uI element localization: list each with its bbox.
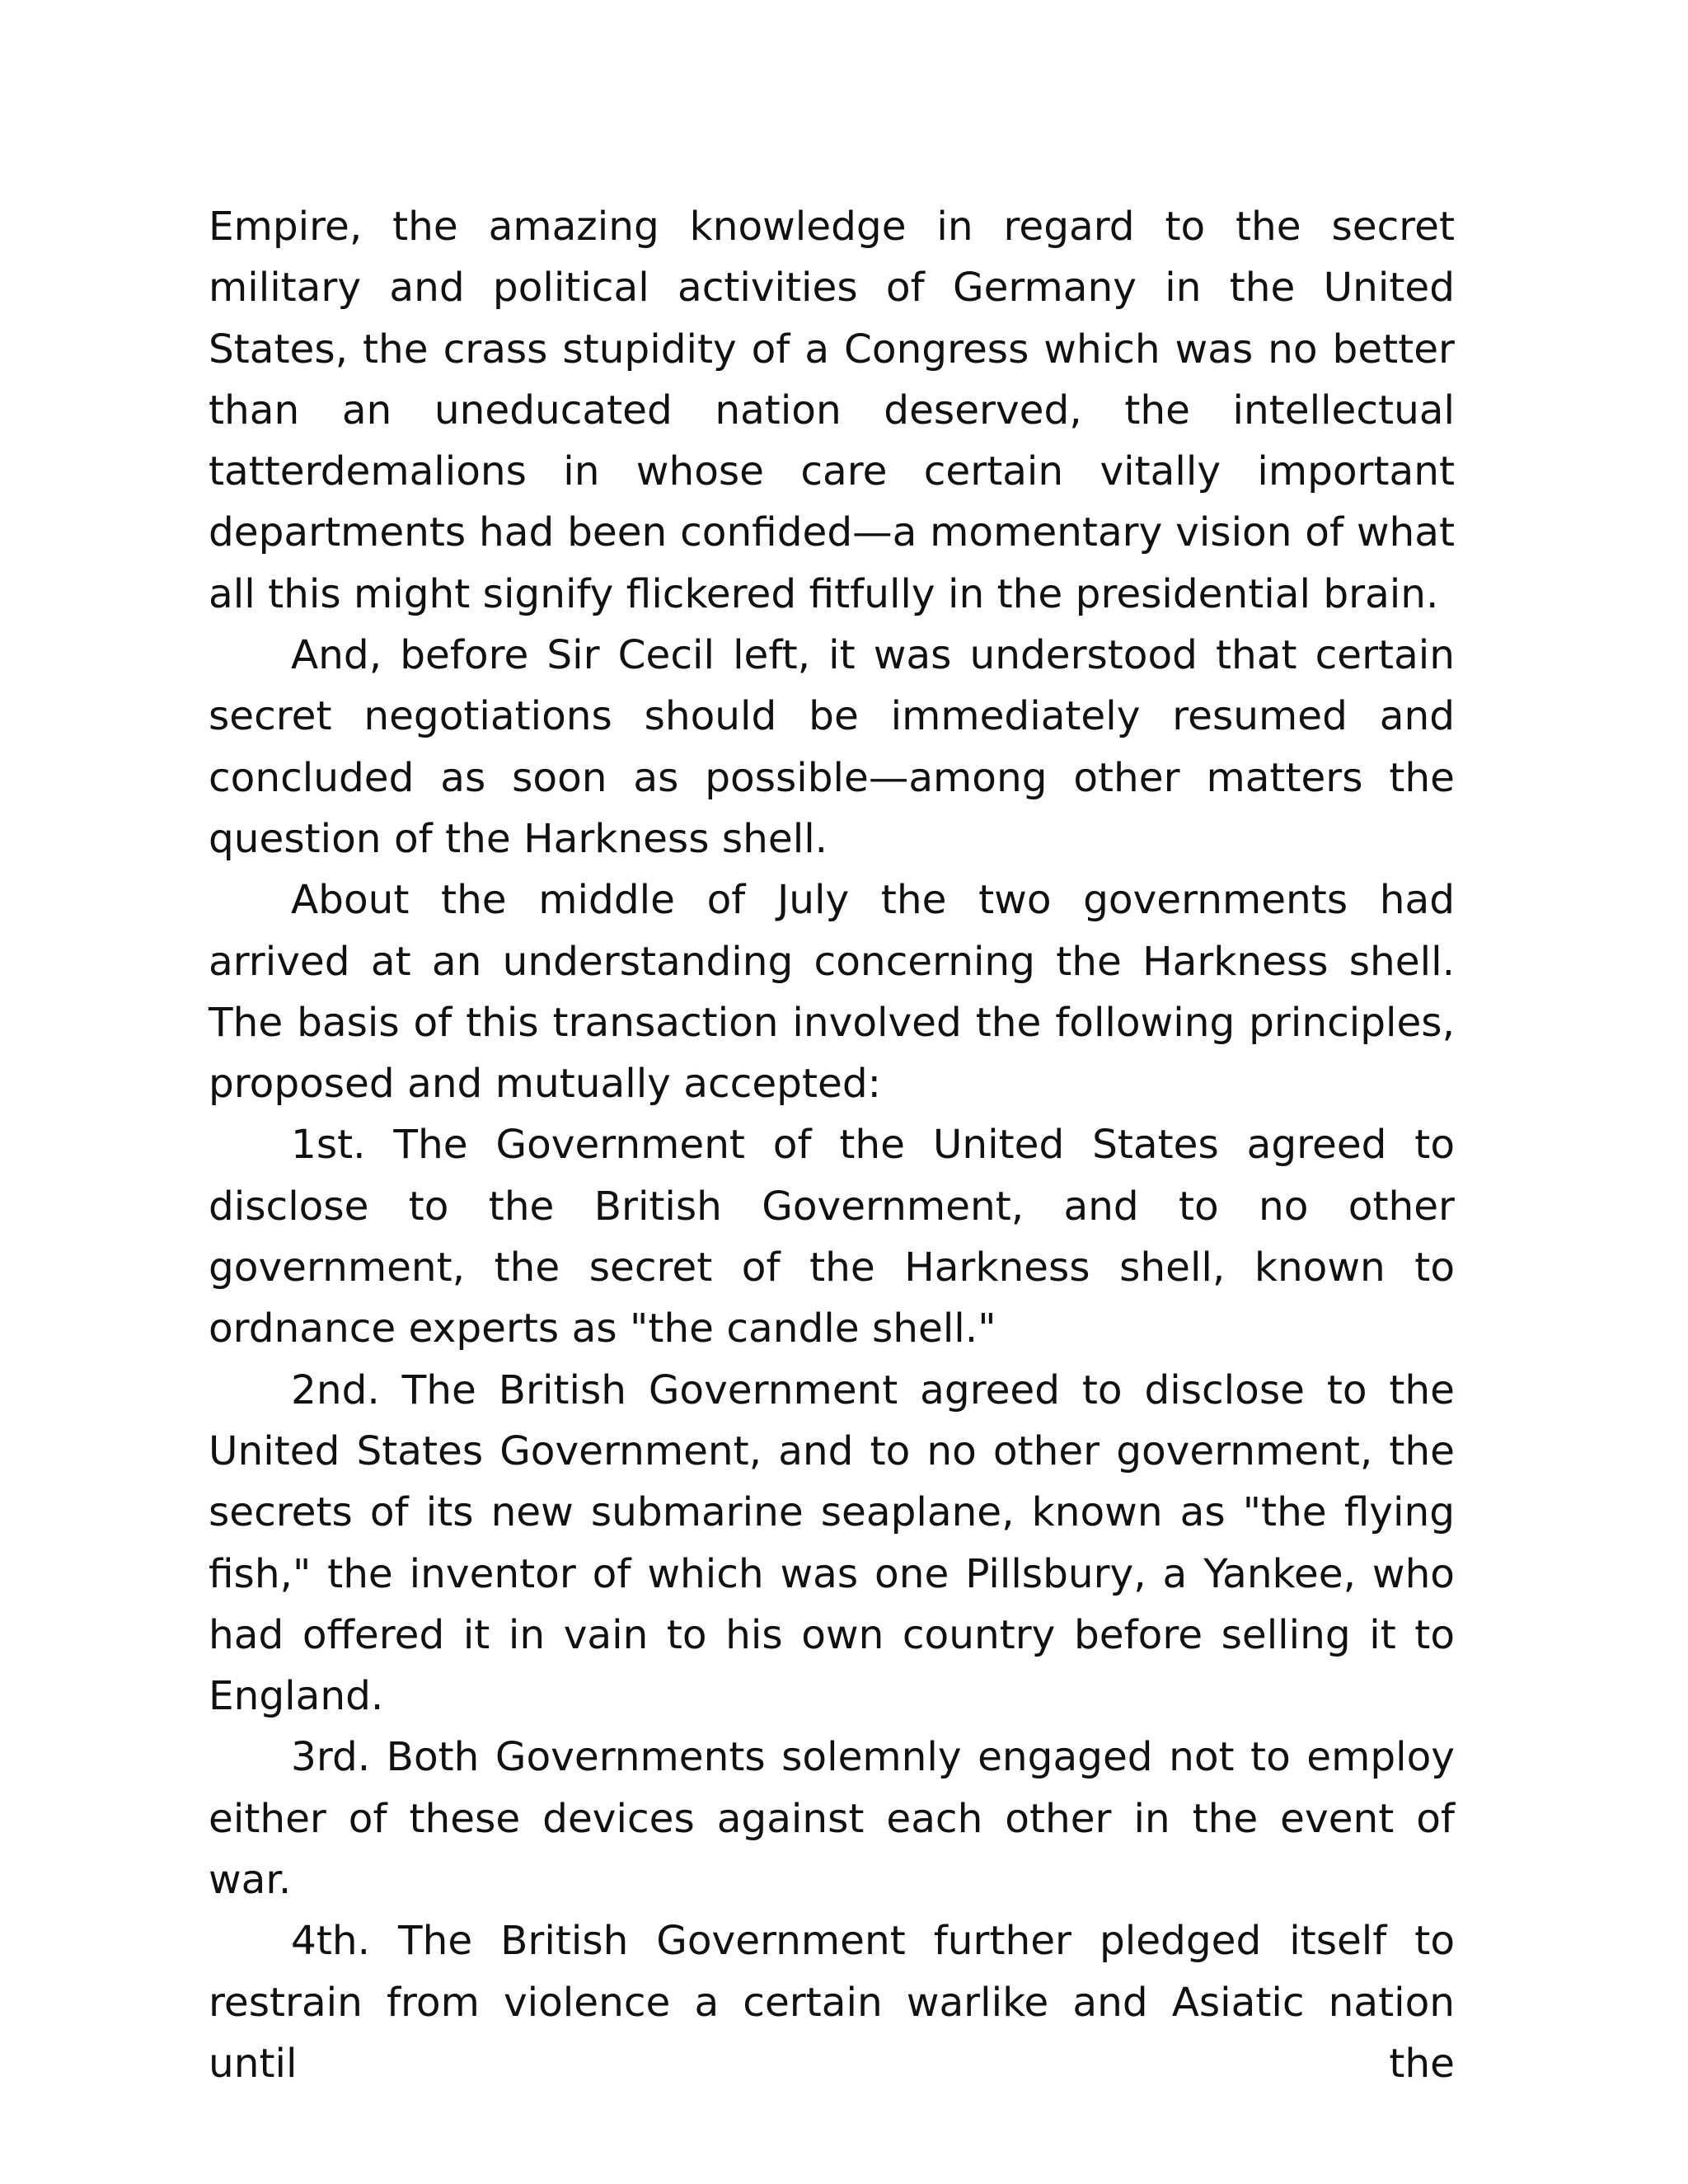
paragraph-third-principle: 3rd. Both Governments solemnly engaged not to employ either of these devices against each other in the event of war. — [209, 1734, 1455, 1904]
paragraph-empire: Empire, the amazing knowledge in regard to the secret military and political activities of Germany in the United States, the crass stupidity of a Congress which was no better than an uneducated nation deserved, the intellectual tatterdemalions in whose care certain vitally important departments had been confided—a momentary vision of what all this might signify flickered fitfully in the presidential brain. — [209, 204, 1455, 617]
paragraph-first-principle: 1st. The Government of the United States agreed to disclose to the British Government, and to no other government, the secret of the Harkness shell, known to ordnance experts as "the candle shell." — [209, 1122, 1455, 1352]
paragraph-sir-cecil: And, before Sir Cecil left, it was understood that certain secret negotiations should be immediately resumed and concluded as soon as possible—among other matters the question of the Harkness shell. — [209, 632, 1455, 862]
body-text — [209, 196, 1455, 2094]
paragraph-second-principle: 2nd. The British Government agreed to disclose to the United States Government, and to no other government, the secrets of its new submarine seaplane, known as "the flying fish," the inventor of which was one Pillsbury, a Yankee, who had offered it in vain to his own country before selling it to England. — [209, 1366, 1455, 1720]
paragraph-middle-of-july: About the middle of July the two governments had arrived at an understanding concerning the Harkness shell. The basis of this transaction involved the following principles, proposed and mutually accepted: — [209, 877, 1455, 1108]
paragraph-fourth-principle: 4th. The British Government further pledged itself to restrain from violence a certain warlike and Asiatic nation until the — [209, 1918, 1455, 2087]
